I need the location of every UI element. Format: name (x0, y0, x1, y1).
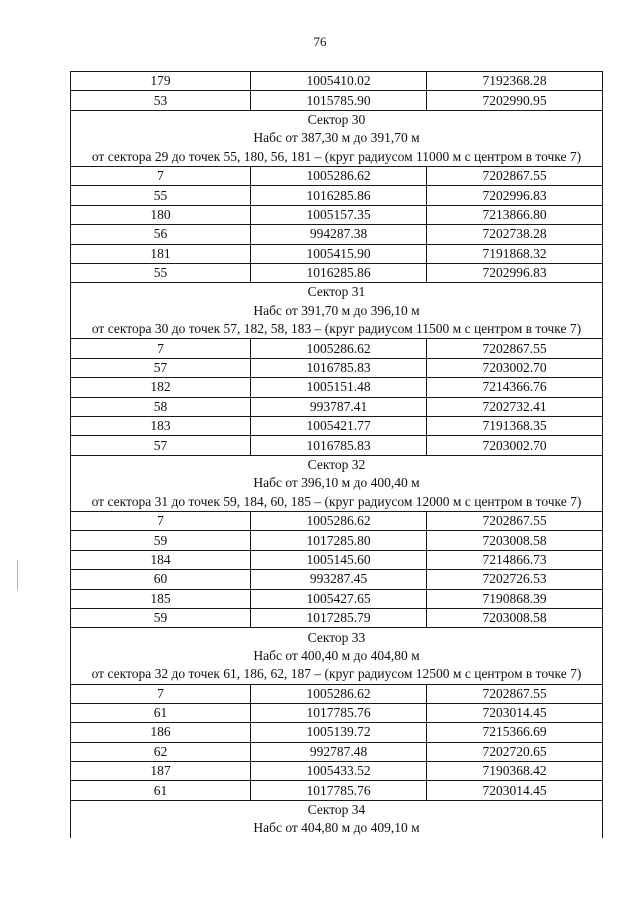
table-row (71, 742, 603, 761)
x-coordinate-cell: 1005151.48 (251, 378, 427, 397)
y-coordinate-cell: 7202738.28 (427, 225, 603, 244)
point-number-cell: 59 (71, 608, 251, 627)
scan-margin-mark (17, 560, 18, 590)
sector-header-row (71, 283, 603, 302)
y-coordinate-cell: 7202990.95 (427, 91, 603, 110)
table-row (71, 263, 603, 282)
table-row (71, 531, 603, 550)
table-row (71, 589, 603, 608)
point-number-cell: 61 (71, 703, 251, 722)
point-number-cell: 7 (71, 684, 251, 703)
y-coordinate-cell: 7202867.55 (427, 166, 603, 185)
point-number-cell: 58 (71, 397, 251, 416)
y-coordinate-cell: 7203002.70 (427, 358, 603, 377)
y-coordinate-cell: 7214866.73 (427, 550, 603, 569)
table-row (71, 511, 603, 530)
sector-header-text: Сектор 32 (71, 455, 603, 474)
x-coordinate-cell: 1016785.83 (251, 358, 427, 377)
table-row (71, 205, 603, 224)
point-number-cell: 184 (71, 550, 251, 569)
x-coordinate-cell: 1005286.62 (251, 511, 427, 530)
sector-header-row (71, 665, 603, 684)
sector-header-text: Набс от 400,40 м до 404,80 м (71, 647, 603, 665)
coordinates-table (70, 71, 603, 838)
sector-header-text: от сектора 29 до точек 55, 180, 56, 181 – (круг радиусом 11000 м с центром в точке 7) (71, 148, 603, 167)
x-coordinate-cell: 1005410.02 (251, 72, 427, 91)
y-coordinate-cell: 7202867.55 (427, 339, 603, 358)
y-coordinate-cell: 7213866.80 (427, 205, 603, 224)
y-coordinate-cell: 7203014.45 (427, 703, 603, 722)
point-number-cell: 56 (71, 225, 251, 244)
point-number-cell: 62 (71, 742, 251, 761)
table-row (71, 550, 603, 569)
x-coordinate-cell: 1005139.72 (251, 723, 427, 742)
y-coordinate-cell: 7202726.53 (427, 570, 603, 589)
sector-header-row (71, 474, 603, 492)
x-coordinate-cell: 1005421.77 (251, 417, 427, 436)
sector-header-row (71, 110, 603, 129)
y-coordinate-cell: 7202996.83 (427, 186, 603, 205)
y-coordinate-cell: 7202996.83 (427, 263, 603, 282)
y-coordinate-cell: 7203008.58 (427, 608, 603, 627)
sector-header-text: Сектор 30 (71, 110, 603, 129)
sector-header-text: от сектора 32 до точек 61, 186, 62, 187 – (круг радиусом 12500 м с центром в точке 7) (71, 665, 603, 684)
x-coordinate-cell: 994287.38 (251, 225, 427, 244)
point-number-cell: 185 (71, 589, 251, 608)
x-coordinate-cell: 1005427.65 (251, 589, 427, 608)
x-coordinate-cell: 1017285.80 (251, 531, 427, 550)
x-coordinate-cell: 1017785.76 (251, 703, 427, 722)
page-number: 76 (313, 34, 327, 49)
sector-header-row (71, 819, 603, 837)
y-coordinate-cell: 7202732.41 (427, 397, 603, 416)
sector-header-text: Набс от 404,80 м до 409,10 м (71, 819, 603, 837)
y-coordinate-cell: 7203002.70 (427, 436, 603, 455)
table-row (71, 781, 603, 800)
point-number-cell: 61 (71, 781, 251, 800)
coordinates-table-body (71, 72, 603, 838)
table-row (71, 72, 603, 91)
x-coordinate-cell: 1005286.62 (251, 339, 427, 358)
point-number-cell: 181 (71, 244, 251, 263)
sector-header-row (71, 148, 603, 167)
table-row (71, 186, 603, 205)
x-coordinate-cell: 1005286.62 (251, 166, 427, 185)
table-row (71, 397, 603, 416)
x-coordinate-cell: 1005415.90 (251, 244, 427, 263)
y-coordinate-cell: 7203014.45 (427, 781, 603, 800)
x-coordinate-cell: 993787.41 (251, 397, 427, 416)
point-number-cell: 7 (71, 166, 251, 185)
point-number-cell: 59 (71, 531, 251, 550)
point-number-cell: 55 (71, 186, 251, 205)
sector-header-text: Сектор 31 (71, 283, 603, 302)
x-coordinate-cell: 1017285.79 (251, 608, 427, 627)
sector-header-text: Набс от 387,30 м до 391,70 м (71, 129, 603, 147)
table-row (71, 225, 603, 244)
x-coordinate-cell: 1005433.52 (251, 762, 427, 781)
table-row (71, 608, 603, 627)
x-coordinate-cell: 1005157.35 (251, 205, 427, 224)
table-row (71, 436, 603, 455)
y-coordinate-cell: 7190368.42 (427, 762, 603, 781)
point-number-cell: 60 (71, 570, 251, 589)
point-number-cell: 179 (71, 72, 251, 91)
y-coordinate-cell: 7202720.65 (427, 742, 603, 761)
point-number-cell: 183 (71, 417, 251, 436)
table-row (71, 762, 603, 781)
x-coordinate-cell: 992787.48 (251, 742, 427, 761)
x-coordinate-cell: 1005286.62 (251, 684, 427, 703)
x-coordinate-cell: 1016785.83 (251, 436, 427, 455)
point-number-cell: 186 (71, 723, 251, 742)
table-row (71, 91, 603, 110)
y-coordinate-cell: 7202867.55 (427, 684, 603, 703)
sector-header-text: от сектора 31 до точек 59, 184, 60, 185 – (круг радиусом 12000 м с центром в точке 7) (71, 493, 603, 512)
table-row (71, 358, 603, 377)
sector-header-row (71, 129, 603, 147)
sector-header-text: Набс от 391,70 м до 396,10 м (71, 302, 603, 320)
y-coordinate-cell: 7191868.32 (427, 244, 603, 263)
x-coordinate-cell: 1017785.76 (251, 781, 427, 800)
y-coordinate-cell: 7215366.69 (427, 723, 603, 742)
table-row (71, 570, 603, 589)
y-coordinate-cell: 7203008.58 (427, 531, 603, 550)
sector-header-text: от сектора 30 до точек 57, 182, 58, 183 – (круг радиусом 11500 м с центром в точке 7) (71, 320, 603, 339)
point-number-cell: 182 (71, 378, 251, 397)
y-coordinate-cell: 7191368.35 (427, 417, 603, 436)
sector-header-text: Сектор 34 (71, 800, 603, 819)
point-number-cell: 53 (71, 91, 251, 110)
x-coordinate-cell: 1005145.60 (251, 550, 427, 569)
point-number-cell: 180 (71, 205, 251, 224)
table-row (71, 703, 603, 722)
point-number-cell: 57 (71, 436, 251, 455)
point-number-cell: 7 (71, 511, 251, 530)
table-row (71, 378, 603, 397)
x-coordinate-cell: 1016285.86 (251, 186, 427, 205)
sector-header-row (71, 320, 603, 339)
y-coordinate-cell: 7202867.55 (427, 511, 603, 530)
sector-header-row (71, 455, 603, 474)
sector-header-row (71, 493, 603, 512)
y-coordinate-cell: 7214366.76 (427, 378, 603, 397)
sector-header-row (71, 302, 603, 320)
table-row (71, 244, 603, 263)
x-coordinate-cell: 1016285.86 (251, 263, 427, 282)
table-row (71, 339, 603, 358)
point-number-cell: 187 (71, 762, 251, 781)
sector-header-row (71, 628, 603, 647)
x-coordinate-cell: 993287.45 (251, 570, 427, 589)
table-row (71, 684, 603, 703)
point-number-cell: 55 (71, 263, 251, 282)
table-row (71, 166, 603, 185)
x-coordinate-cell: 1015785.90 (251, 91, 427, 110)
sector-header-text: Сектор 33 (71, 628, 603, 647)
point-number-cell: 57 (71, 358, 251, 377)
y-coordinate-cell: 7192368.28 (427, 72, 603, 91)
sector-header-text: Набс от 396,10 м до 400,40 м (71, 474, 603, 492)
table-row (71, 723, 603, 742)
sector-header-row (71, 800, 603, 819)
table-row (71, 417, 603, 436)
sector-header-row (71, 647, 603, 665)
point-number-cell: 7 (71, 339, 251, 358)
y-coordinate-cell: 7190868.39 (427, 589, 603, 608)
